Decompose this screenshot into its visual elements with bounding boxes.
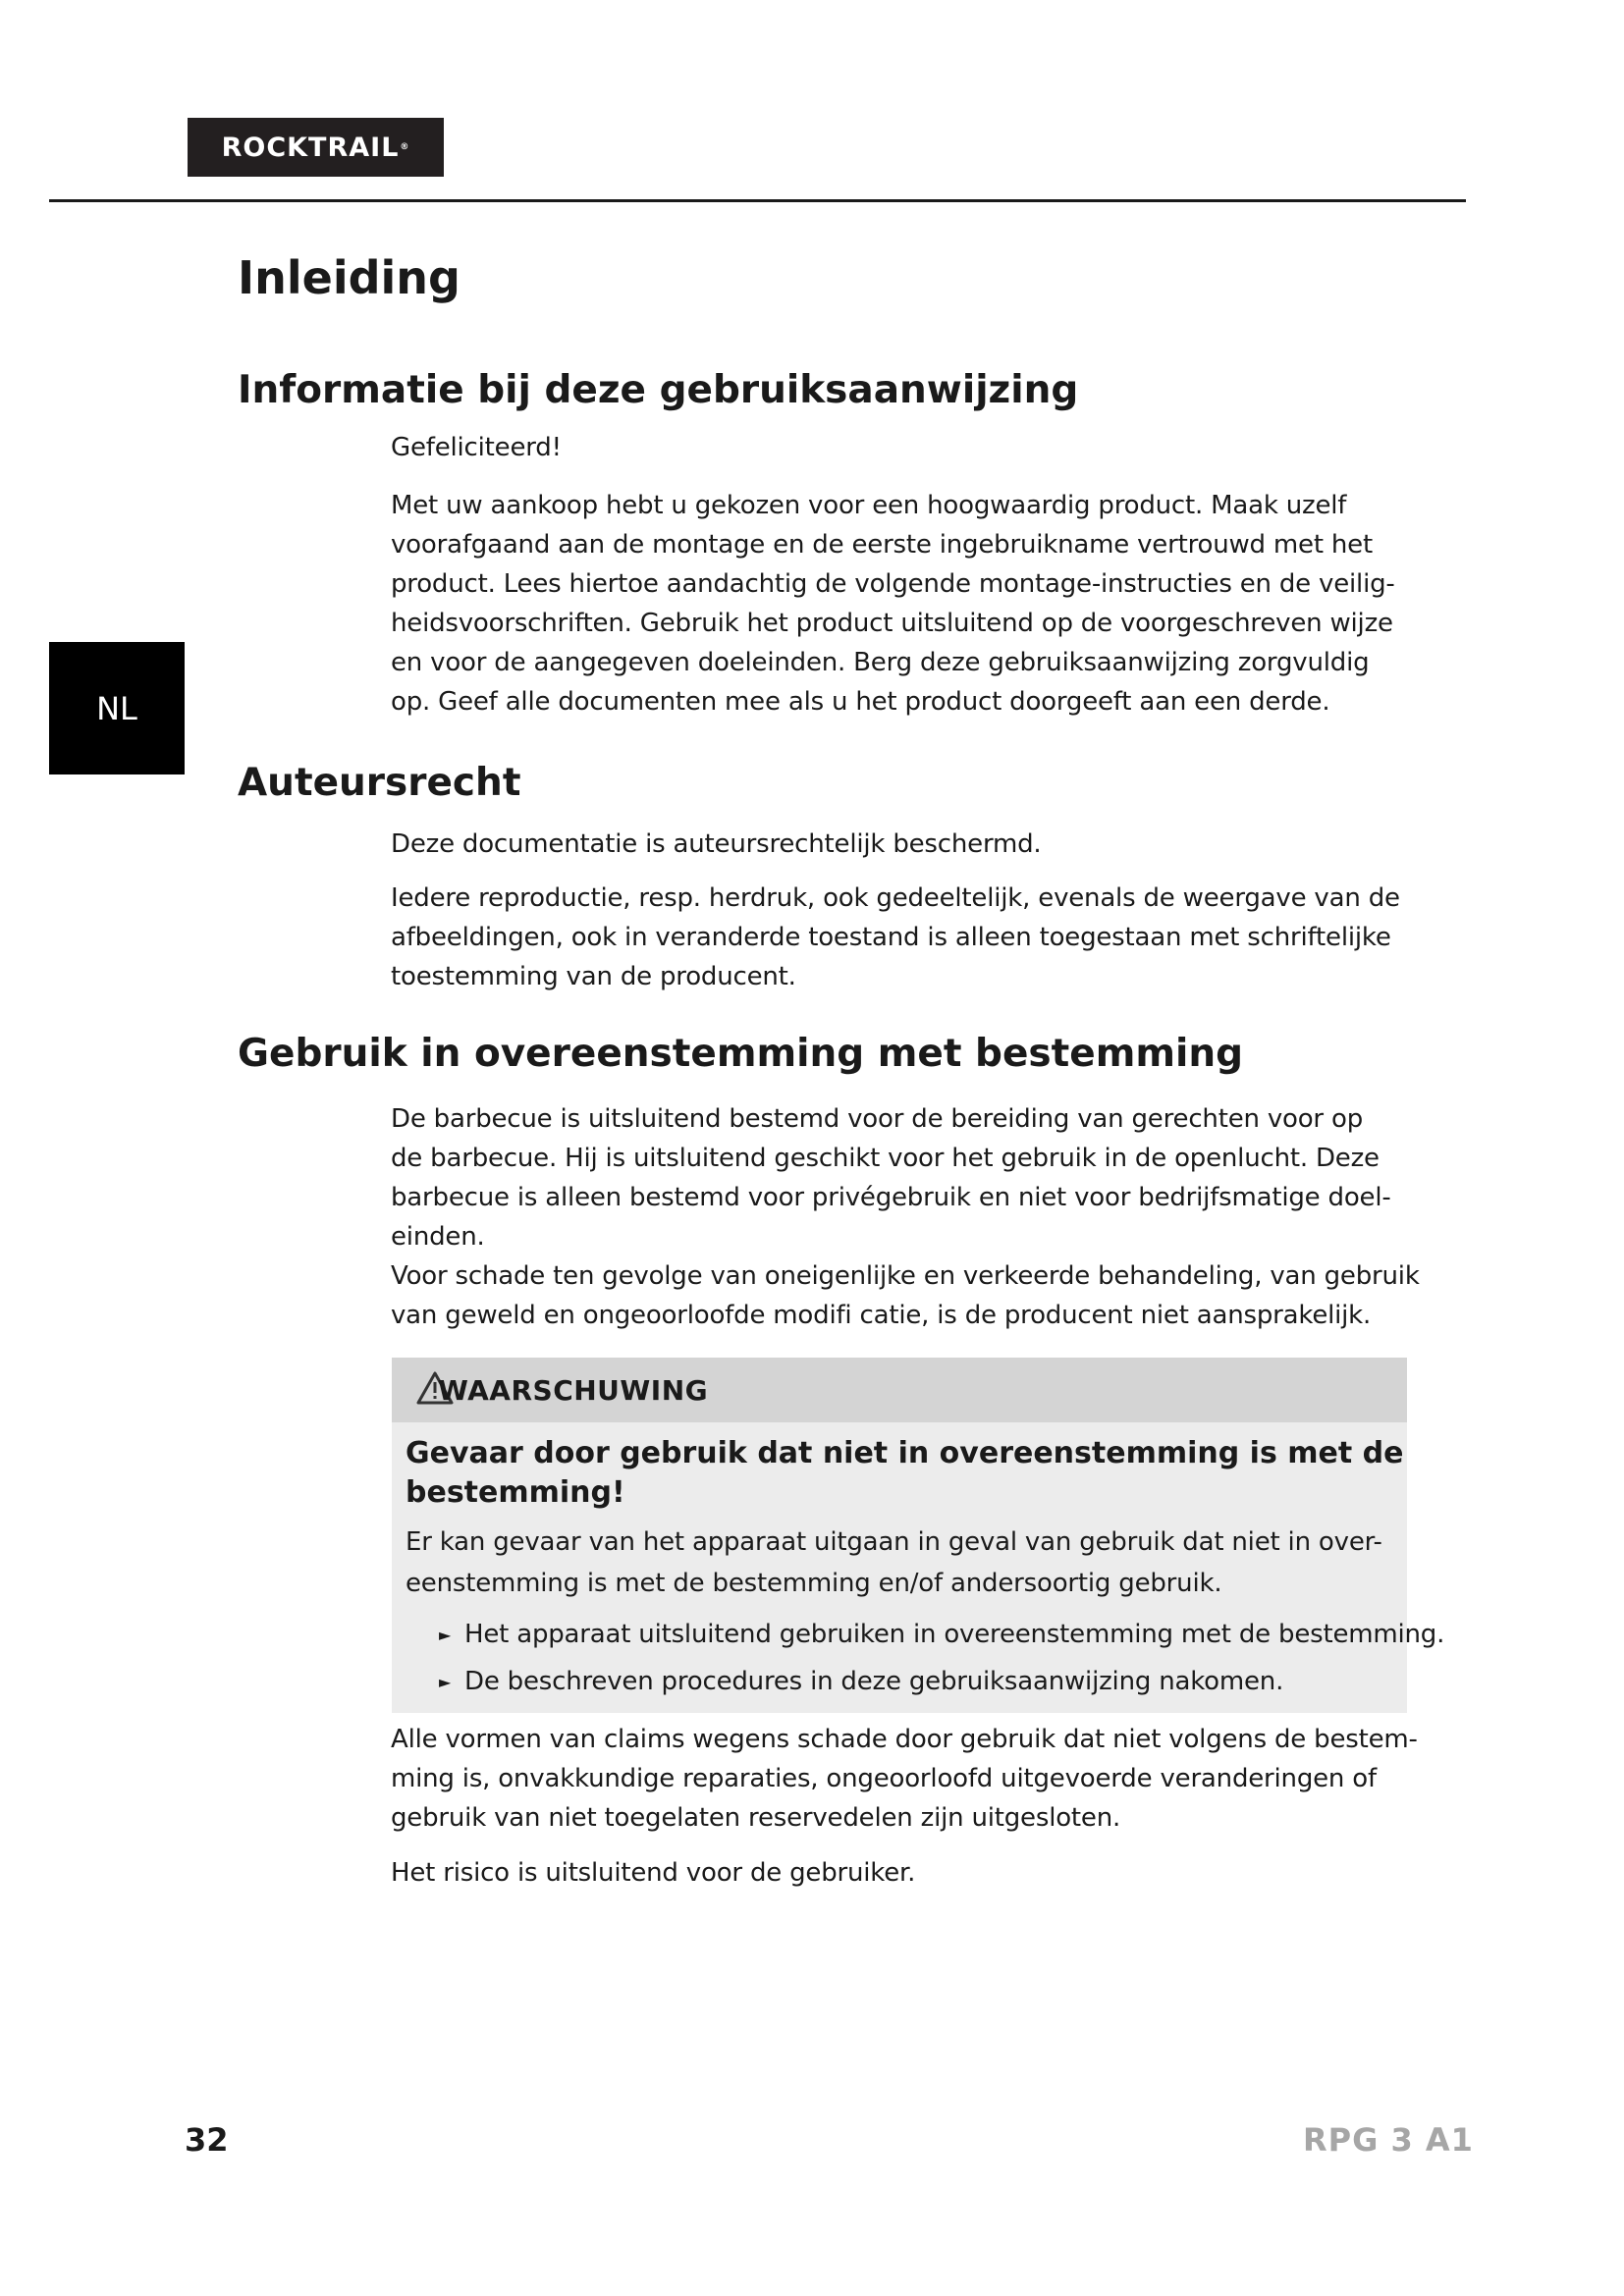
warning-bullet-item bbox=[439, 1615, 1444, 1655]
text-line: Voor schade ten gevolge van oneigenlijke en verkeerde behandeling, van gebruik bbox=[391, 1261, 1420, 1291]
text-line: bestemming! bbox=[406, 1475, 625, 1510]
warning-bullet-item bbox=[439, 1662, 1283, 1702]
bullet-text: De beschreven procedures in deze gebruiksaanwijzing nakomen. bbox=[464, 1667, 1284, 1696]
text-line: voorafgaand aan de montage en de eerste ingebruikname vertrouwd met het bbox=[391, 530, 1373, 560]
section-heading-info: Informatie bij deze gebruiksaanwijzing bbox=[238, 368, 1079, 412]
info-paragraph-2 bbox=[391, 486, 1412, 721]
bullet-text: Het apparaat uitsluitend gebruiken in overeenstemming met de bestemming. bbox=[464, 1620, 1445, 1649]
arrow-right-icon: ► bbox=[439, 1626, 452, 1644]
text-line: van geweld en ongeoorloofde modifi catie, is de producent niet aansprakelijk. bbox=[391, 1301, 1372, 1330]
text-line: en voor de aangegeven doeleinden. Berg deze gebruiksaanwijzing zorgvuldig bbox=[391, 648, 1370, 677]
use-paragraph-3 bbox=[391, 1853, 1412, 1893]
text-line: einden. bbox=[391, 1222, 485, 1252]
text-line: toestemming van de producent. bbox=[391, 962, 796, 991]
text-line: Gefeliciteerd! bbox=[391, 433, 562, 462]
copyright-paragraph-2 bbox=[391, 879, 1412, 996]
text-line: Gevaar door gebruik dat niet in overeenstemming is met de bbox=[406, 1436, 1404, 1470]
copyright-paragraph-1 bbox=[391, 825, 1412, 864]
text-line: op. Geef alle documenten mee als u het product doorgeeft aan een derde. bbox=[391, 687, 1330, 717]
text-line: Deze documentatie is auteursrechtelijk beschermd. bbox=[391, 829, 1042, 859]
warning-label: WAARSCHUWING bbox=[438, 1374, 709, 1407]
warning-body bbox=[406, 1522, 1382, 1604]
text-line: Er kan gevaar van het apparaat uitgaan in geval van gebruik dat niet in over- bbox=[406, 1527, 1382, 1557]
text-line: heidsvoorschriften. Gebruik het product uitsluitend op de voorgeschreven wijze bbox=[391, 609, 1393, 638]
text-line: ming is, onvakkundige reparaties, ongeoorloofd uitgevoerde veranderingen of bbox=[391, 1764, 1377, 1793]
warning-header bbox=[392, 1358, 1407, 1422]
text-line: Alle vormen van claims wegens schade door gebruik dat niet volgens de bestem- bbox=[391, 1725, 1418, 1754]
text-line: Iedere reproductie, resp. herdruk, ook gedeeltelijk, evenals de weergave van de bbox=[391, 883, 1400, 913]
page-number: 32 bbox=[185, 2121, 229, 2159]
page-title: Inleiding bbox=[238, 251, 460, 304]
model-number: RPG 3 A1 bbox=[1303, 2121, 1474, 2159]
use-paragraph-2 bbox=[391, 1720, 1418, 1838]
brand-name: ROCKTRAIL bbox=[221, 132, 400, 163]
header-divider bbox=[49, 199, 1466, 202]
text-line: barbecue is alleen bestemd voor privégebruik en niet voor bedrijfsmatige doel- bbox=[391, 1183, 1391, 1212]
section-heading-copyright: Auteursrecht bbox=[238, 761, 521, 805]
brand-registered-mark: ® bbox=[400, 142, 410, 152]
text-line: Met uw aankoop hebt u gekozen voor een hoogwaardig product. Maak uzelf bbox=[391, 491, 1347, 520]
info-paragraph-1 bbox=[391, 428, 1412, 467]
warning-box bbox=[392, 1358, 1445, 1713]
text-line: Het risico is uitsluitend voor de gebruiker. bbox=[391, 1858, 916, 1888]
text-line: eenstemming is met de bestemming en/of andersoortig gebruik. bbox=[406, 1569, 1222, 1598]
use-paragraph-1 bbox=[391, 1099, 1420, 1335]
text-line: product. Lees hiertoe aandachtig de volgende montage-instructies en de veilig- bbox=[391, 569, 1395, 599]
text-line: afbeeldingen, ook in veranderde toestand is alleen toegestaan met schriftelijke bbox=[391, 923, 1391, 952]
brand-logo bbox=[188, 118, 444, 177]
text-line: gebruik van niet toegelaten reservedelen zijn uitgesloten. bbox=[391, 1803, 1121, 1833]
text-line: De barbecue is uitsluitend bestemd voor de bereiding van gerechten voor op bbox=[391, 1104, 1363, 1134]
warning-subtitle bbox=[406, 1434, 1403, 1513]
section-heading-intended-use: Gebruik in overeenstemming met bestemming bbox=[238, 1032, 1244, 1076]
arrow-right-icon: ► bbox=[439, 1673, 452, 1691]
text-line: de barbecue. Hij is uitsluitend geschikt voor het gebruik in de openlucht. Deze bbox=[391, 1144, 1380, 1173]
language-tab: NL bbox=[49, 642, 185, 774]
